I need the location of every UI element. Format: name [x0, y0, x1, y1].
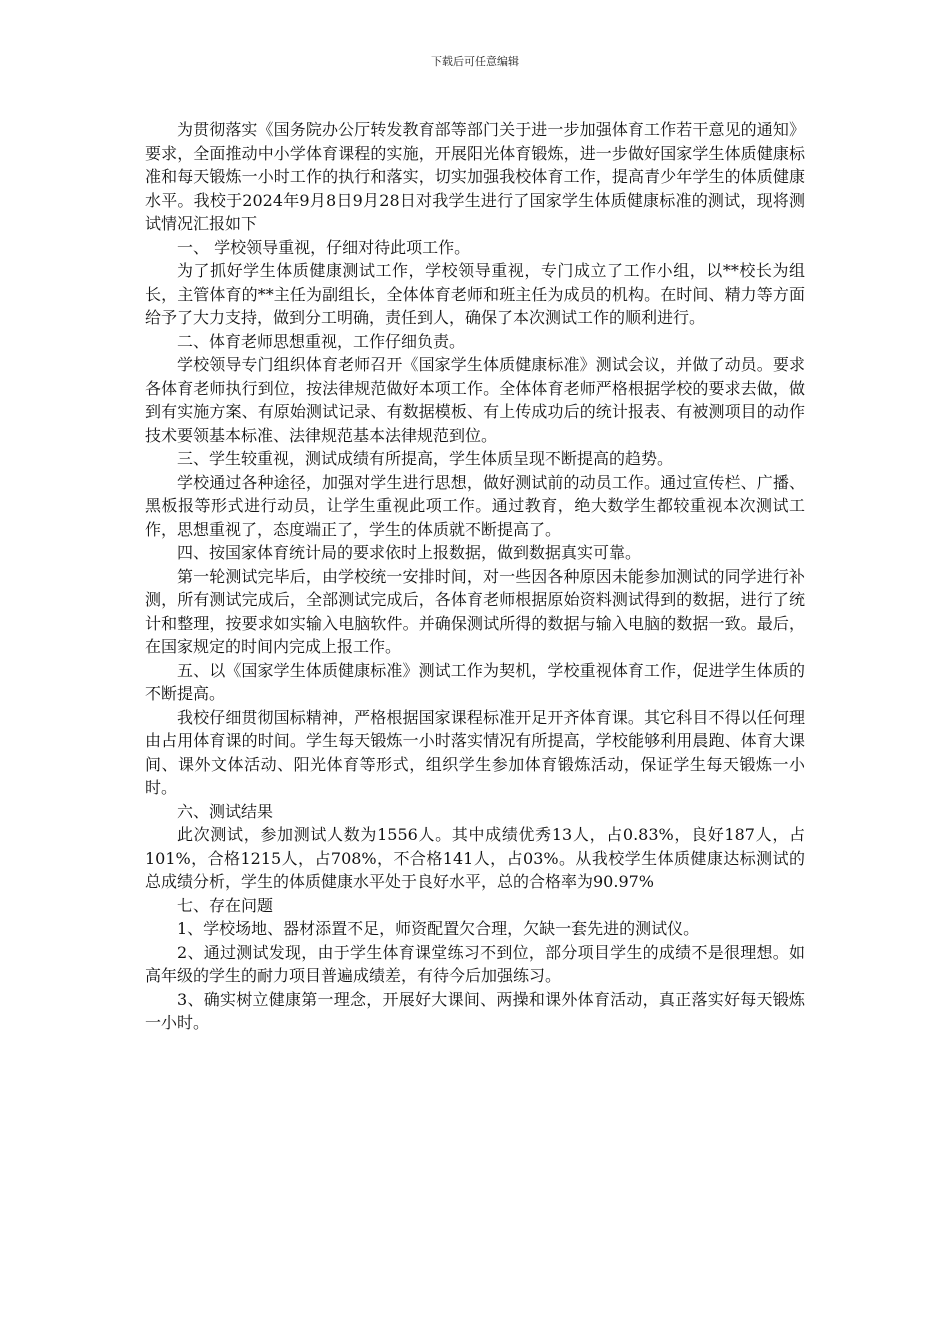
section-heading-6: 六、测试结果: [177, 801, 274, 821]
page-header-note: 下载后可任意编辑: [431, 55, 519, 68]
problem-item-1: 1、学校场地、器材添置不足，师资配置欠合理，欠缺一套先进的测试仪。: [177, 919, 700, 938]
section-heading-1: 一、 学校领导重视，仔细对待此项工作。: [177, 237, 471, 257]
section-heading-3: 三、学生较重视，测试成绩有所提高，学生体质呈现不断提高的趋势。: [177, 449, 674, 468]
section-heading-5: 五、以《国家学生体质健康标准》测试工作为契机，学校重视体育工作，促进学生体质的不断提高。: [145, 660, 805, 703]
section-paragraph-4: 第一轮测试完毕后，由学校统一安排时间，对一些因各种原因未能参加测试的同学进行补测，所有测试完成后，全部测试完成后，各体育老师根据原始资料测试得到的数据，进行了统计和整理，按要求如实输入电脑软件。并确保测试所得的数据与输入电脑的数据一致。最后，在国家规定的时间内完成上报工作。: [145, 566, 805, 656]
section-paragraph-3: 学校通过各种途径，加强对学生进行思想，做好测试前的动员工作。通过宣传栏、广播、黑板报等形式进行动员，让学生重视此项工作。通过教育，绝大数学生都较重视本次测试工作，思想重视了，态度端正了，学生的体质就不断提高了。: [145, 472, 805, 539]
section-heading-7: 七、存在问题: [177, 895, 274, 915]
section-paragraph-6: 此次测试，参加测试人数为1556人。其中成绩优秀13人，占0.83%，良好187人，占101%，合格1215人，占708%，不合格141人，占03%。从我校学生体质健康达标测试的总成绩分析，学生的体质健康水平处于良好水平，总的合格率为90.97%: [145, 825, 805, 891]
section-paragraph-2: 学校领导专门组织体育老师召开《国家学生体质健康标准》测试会议，并做了动员。要求各体育老师执行到位，按法律规范做好本项工作。全体体育老师严格根据学校的要求去做，做到有实施方案、有原始测试记录、有数据模板、有上传成功后的统计报表、有被测项目的动作技术要领基本标准、法律规范基本法律规范到位。: [145, 355, 805, 445]
intro-paragraph: 为贯彻落实《国务院办公厅转发教育部等部门关于进一步加强体育工作若干意见的通知》要求，全面推动中小学体育课程的实施，开展阳光体育锻炼，进一步做好国家学生体质健康标准和每天锻炼一小时工作的执行和落实，切实加强我校体育工作，提高青少年学生的体质健康水平。我校于2024年9月8日9月28日对我学生进行了国家学生体质健康标准的测试，现将测试情况汇报如下: [145, 120, 805, 233]
section-paragraph-5: 我校仔细贯彻国标精神，严格根据国家课程标准开足开齐体育课。其它科目不得以任何理由占用体育课的时间。学生每天锻炼一小时落实情况有所提高，学校能够利用晨跑、体育大课间、课外文体活动、阳光体育等形式，组织学生参加体育锻炼活动，保证学生每天锻炼一小时。: [145, 707, 805, 797]
problem-item-3: 3、确实树立健康第一理念，开展好大课间、两操和课外体育活动，真正落实好每天锻炼一小时。: [145, 989, 805, 1032]
section-heading-4: 四、按国家体育统计局的要求依时上报数据，做到数据真实可靠。: [177, 543, 642, 562]
section-heading-2: 二、体育老师思想重视，工作仔细负责。: [177, 331, 466, 351]
document-body: [145, 118, 805, 1035]
problem-item-2: 2、通过测试发现，由于学生体育课堂练习不到位，部分项目学生的成绩不是很理想。如高年级的学生的耐力项目普遍成绩差，有待今后加强练习。: [145, 942, 805, 985]
section-paragraph-1: 为了抓好学生体质健康测试工作，学校领导重视，专门成立了工作小组，以**校长为组长，主管体育的**主任为副组长，全体体育老师和班主任为成员的机构。在时间、精力等方面给予了大力支持，做到分工明确，责任到人，确保了本次测试工作的顺利进行。: [145, 261, 805, 327]
